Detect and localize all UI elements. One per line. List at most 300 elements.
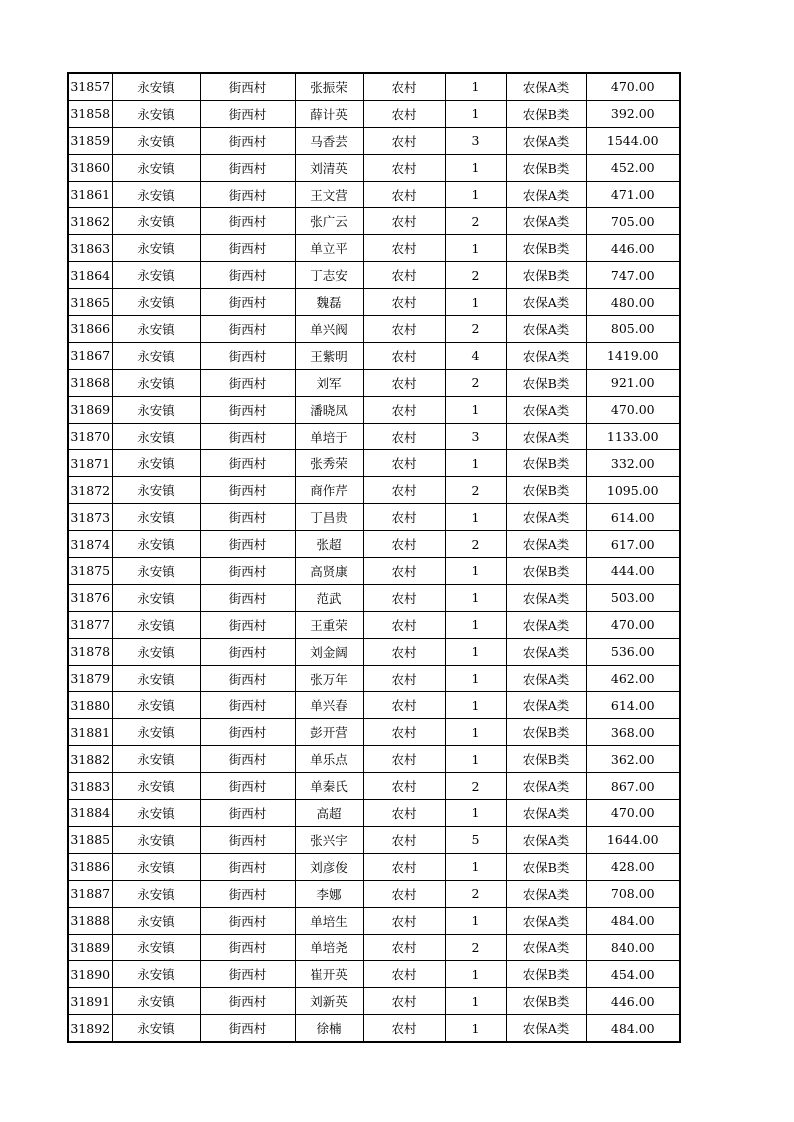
town-cell: 永安镇 [112, 558, 200, 585]
insurance-class-cell: 农保A类 [506, 181, 586, 208]
amount-cell: 1544.00 [586, 127, 680, 154]
table-row [68, 450, 680, 477]
table-row [68, 611, 680, 638]
record-id-cell: 31873 [68, 504, 112, 531]
village-cell: 街西村 [200, 826, 295, 853]
town-cell: 永安镇 [112, 262, 200, 289]
name-cell: 张兴宇 [295, 826, 363, 853]
village-cell: 街西村 [200, 208, 295, 235]
household-size-cell: 1 [445, 1015, 506, 1042]
insurance-class-cell: 农保A类 [506, 531, 586, 558]
table-row [68, 477, 680, 504]
name-cell: 刘金阔 [295, 638, 363, 665]
village-cell: 街西村 [200, 369, 295, 396]
name-cell: 薛计英 [295, 100, 363, 127]
name-cell: 单兴阀 [295, 316, 363, 343]
table-row [68, 988, 680, 1015]
amount-cell: 805.00 [586, 316, 680, 343]
roster-table [67, 72, 681, 1043]
town-cell: 永安镇 [112, 988, 200, 1015]
name-cell: 王文营 [295, 181, 363, 208]
amount-cell: 484.00 [586, 907, 680, 934]
insurance-class-cell: 农保B类 [506, 477, 586, 504]
insurance-class-cell: 农保B类 [506, 746, 586, 773]
record-id-cell: 31882 [68, 746, 112, 773]
town-cell: 永安镇 [112, 961, 200, 988]
name-cell: 范武 [295, 584, 363, 611]
village-cell: 街西村 [200, 504, 295, 531]
area-type-cell: 农村 [363, 369, 445, 396]
household-size-cell: 1 [445, 746, 506, 773]
household-size-cell: 3 [445, 127, 506, 154]
table-row [68, 584, 680, 611]
area-type-cell: 农村 [363, 154, 445, 181]
household-size-cell: 2 [445, 208, 506, 235]
village-cell: 街西村 [200, 1015, 295, 1042]
amount-cell: 332.00 [586, 450, 680, 477]
insurance-class-cell: 农保A类 [506, 584, 586, 611]
record-id-cell: 31874 [68, 531, 112, 558]
amount-cell: 470.00 [586, 73, 680, 100]
area-type-cell: 农村 [363, 746, 445, 773]
amount-cell: 1133.00 [586, 423, 680, 450]
record-id-cell: 31867 [68, 342, 112, 369]
record-id-cell: 31892 [68, 1015, 112, 1042]
village-cell: 街西村 [200, 800, 295, 827]
insurance-class-cell: 农保B类 [506, 961, 586, 988]
insurance-class-cell: 农保B类 [506, 853, 586, 880]
household-size-cell: 4 [445, 342, 506, 369]
town-cell: 永安镇 [112, 73, 200, 100]
household-size-cell: 1 [445, 611, 506, 638]
table-row [68, 853, 680, 880]
amount-cell: 614.00 [586, 692, 680, 719]
village-cell: 街西村 [200, 934, 295, 961]
town-cell: 永安镇 [112, 181, 200, 208]
area-type-cell: 农村 [363, 665, 445, 692]
area-type-cell: 农村 [363, 208, 445, 235]
area-type-cell: 农村 [363, 988, 445, 1015]
amount-cell: 446.00 [586, 235, 680, 262]
table-row [68, 235, 680, 262]
area-type-cell: 农村 [363, 880, 445, 907]
household-size-cell: 5 [445, 826, 506, 853]
household-size-cell: 2 [445, 773, 506, 800]
village-cell: 街西村 [200, 154, 295, 181]
town-cell: 永安镇 [112, 665, 200, 692]
household-size-cell: 1 [445, 235, 506, 262]
insurance-class-cell: 农保B类 [506, 558, 586, 585]
table-row [68, 773, 680, 800]
town-cell: 永安镇 [112, 638, 200, 665]
name-cell: 王紫明 [295, 342, 363, 369]
amount-cell: 446.00 [586, 988, 680, 1015]
record-id-cell: 31888 [68, 907, 112, 934]
insurance-class-cell: 农保B类 [506, 154, 586, 181]
town-cell: 永安镇 [112, 342, 200, 369]
insurance-class-cell: 农保A类 [506, 880, 586, 907]
village-cell: 街西村 [200, 289, 295, 316]
table-row [68, 316, 680, 343]
village-cell: 街西村 [200, 423, 295, 450]
record-id-cell: 31886 [68, 853, 112, 880]
record-id-cell: 31875 [68, 558, 112, 585]
table-row [68, 369, 680, 396]
record-id-cell: 31871 [68, 450, 112, 477]
area-type-cell: 农村 [363, 450, 445, 477]
table-row [68, 800, 680, 827]
area-type-cell: 农村 [363, 531, 445, 558]
town-cell: 永安镇 [112, 719, 200, 746]
record-id-cell: 31881 [68, 719, 112, 746]
town-cell: 永安镇 [112, 880, 200, 907]
household-size-cell: 1 [445, 638, 506, 665]
village-cell: 街西村 [200, 746, 295, 773]
town-cell: 永安镇 [112, 826, 200, 853]
town-cell: 永安镇 [112, 907, 200, 934]
village-cell: 街西村 [200, 907, 295, 934]
amount-cell: 470.00 [586, 611, 680, 638]
area-type-cell: 农村 [363, 558, 445, 585]
insurance-class-cell: 农保B类 [506, 369, 586, 396]
village-cell: 街西村 [200, 611, 295, 638]
area-type-cell: 农村 [363, 504, 445, 531]
household-size-cell: 2 [445, 531, 506, 558]
amount-cell: 536.00 [586, 638, 680, 665]
area-type-cell: 农村 [363, 961, 445, 988]
insurance-class-cell: 农保A类 [506, 73, 586, 100]
village-cell: 街西村 [200, 853, 295, 880]
household-size-cell: 2 [445, 369, 506, 396]
insurance-class-cell: 农保A类 [506, 396, 586, 423]
insurance-class-cell: 农保A类 [506, 826, 586, 853]
roster-body [68, 73, 680, 1042]
insurance-class-cell: 农保A类 [506, 423, 586, 450]
village-cell: 街西村 [200, 961, 295, 988]
area-type-cell: 农村 [363, 719, 445, 746]
village-cell: 街西村 [200, 638, 295, 665]
record-id-cell: 31890 [68, 961, 112, 988]
household-size-cell: 1 [445, 692, 506, 719]
record-id-cell: 31868 [68, 369, 112, 396]
name-cell: 单秦氏 [295, 773, 363, 800]
household-size-cell: 1 [445, 154, 506, 181]
area-type-cell: 农村 [363, 853, 445, 880]
household-size-cell: 1 [445, 665, 506, 692]
town-cell: 永安镇 [112, 692, 200, 719]
name-cell: 王重荣 [295, 611, 363, 638]
record-id-cell: 31864 [68, 262, 112, 289]
insurance-class-cell: 农保B类 [506, 719, 586, 746]
amount-cell: 392.00 [586, 100, 680, 127]
town-cell: 永安镇 [112, 289, 200, 316]
table-row [68, 262, 680, 289]
household-size-cell: 1 [445, 73, 506, 100]
table-row [68, 907, 680, 934]
household-size-cell: 1 [445, 961, 506, 988]
name-cell: 彭开营 [295, 719, 363, 746]
household-size-cell: 1 [445, 504, 506, 531]
name-cell: 刘彦俊 [295, 853, 363, 880]
amount-cell: 362.00 [586, 746, 680, 773]
name-cell: 单立平 [295, 235, 363, 262]
town-cell: 永安镇 [112, 100, 200, 127]
household-size-cell: 1 [445, 396, 506, 423]
area-type-cell: 农村 [363, 127, 445, 154]
name-cell: 张广云 [295, 208, 363, 235]
amount-cell: 471.00 [586, 181, 680, 208]
area-type-cell: 农村 [363, 73, 445, 100]
village-cell: 街西村 [200, 665, 295, 692]
town-cell: 永安镇 [112, 235, 200, 262]
record-id-cell: 31859 [68, 127, 112, 154]
village-cell: 街西村 [200, 558, 295, 585]
record-id-cell: 31865 [68, 289, 112, 316]
amount-cell: 503.00 [586, 584, 680, 611]
table-row [68, 504, 680, 531]
area-type-cell: 农村 [363, 342, 445, 369]
name-cell: 李娜 [295, 880, 363, 907]
insurance-class-cell: 农保B类 [506, 988, 586, 1015]
area-type-cell: 农村 [363, 934, 445, 961]
area-type-cell: 农村 [363, 1015, 445, 1042]
table-row [68, 558, 680, 585]
table-row [68, 154, 680, 181]
record-id-cell: 31885 [68, 826, 112, 853]
household-size-cell: 1 [445, 584, 506, 611]
table-row [68, 692, 680, 719]
village-cell: 街西村 [200, 396, 295, 423]
amount-cell: 617.00 [586, 531, 680, 558]
insurance-class-cell: 农保A类 [506, 773, 586, 800]
amount-cell: 1419.00 [586, 342, 680, 369]
area-type-cell: 农村 [363, 773, 445, 800]
record-id-cell: 31860 [68, 154, 112, 181]
record-id-cell: 31861 [68, 181, 112, 208]
village-cell: 街西村 [200, 100, 295, 127]
town-cell: 永安镇 [112, 316, 200, 343]
name-cell: 崔开英 [295, 961, 363, 988]
insurance-class-cell: 农保B类 [506, 100, 586, 127]
town-cell: 永安镇 [112, 853, 200, 880]
town-cell: 永安镇 [112, 611, 200, 638]
area-type-cell: 农村 [363, 396, 445, 423]
town-cell: 永安镇 [112, 531, 200, 558]
name-cell: 徐楠 [295, 1015, 363, 1042]
table-row [68, 880, 680, 907]
record-id-cell: 31857 [68, 73, 112, 100]
insurance-class-cell: 农保A类 [506, 504, 586, 531]
village-cell: 街西村 [200, 450, 295, 477]
town-cell: 永安镇 [112, 369, 200, 396]
household-size-cell: 2 [445, 934, 506, 961]
village-cell: 街西村 [200, 477, 295, 504]
insurance-class-cell: 农保A类 [506, 1015, 586, 1042]
table-row [68, 665, 680, 692]
amount-cell: 444.00 [586, 558, 680, 585]
household-size-cell: 1 [445, 289, 506, 316]
name-cell: 刘清英 [295, 154, 363, 181]
insurance-class-cell: 农保A类 [506, 692, 586, 719]
name-cell: 丁志安 [295, 262, 363, 289]
record-id-cell: 31863 [68, 235, 112, 262]
table-row [68, 826, 680, 853]
record-id-cell: 31887 [68, 880, 112, 907]
insurance-class-cell: 农保A类 [506, 638, 586, 665]
household-size-cell: 1 [445, 181, 506, 208]
household-size-cell: 2 [445, 880, 506, 907]
household-size-cell: 1 [445, 988, 506, 1015]
insurance-class-cell: 农保A类 [506, 907, 586, 934]
town-cell: 永安镇 [112, 934, 200, 961]
name-cell: 张超 [295, 531, 363, 558]
village-cell: 街西村 [200, 719, 295, 746]
area-type-cell: 农村 [363, 692, 445, 719]
village-cell: 街西村 [200, 181, 295, 208]
insurance-class-cell: 农保A类 [506, 316, 586, 343]
area-type-cell: 农村 [363, 611, 445, 638]
area-type-cell: 农村 [363, 262, 445, 289]
name-cell: 刘新英 [295, 988, 363, 1015]
name-cell: 单培生 [295, 907, 363, 934]
village-cell: 街西村 [200, 531, 295, 558]
village-cell: 街西村 [200, 235, 295, 262]
household-size-cell: 2 [445, 262, 506, 289]
amount-cell: 867.00 [586, 773, 680, 800]
amount-cell: 452.00 [586, 154, 680, 181]
table-row [68, 396, 680, 423]
record-id-cell: 31891 [68, 988, 112, 1015]
household-size-cell: 2 [445, 477, 506, 504]
table-row [68, 934, 680, 961]
table-row [68, 289, 680, 316]
area-type-cell: 农村 [363, 907, 445, 934]
area-type-cell: 农村 [363, 638, 445, 665]
record-id-cell: 31869 [68, 396, 112, 423]
town-cell: 永安镇 [112, 450, 200, 477]
amount-cell: 840.00 [586, 934, 680, 961]
amount-cell: 614.00 [586, 504, 680, 531]
amount-cell: 454.00 [586, 961, 680, 988]
amount-cell: 1095.00 [586, 477, 680, 504]
name-cell: 刘军 [295, 369, 363, 396]
table-row [68, 423, 680, 450]
name-cell: 商作芹 [295, 477, 363, 504]
town-cell: 永安镇 [112, 208, 200, 235]
name-cell: 张振荣 [295, 73, 363, 100]
village-cell: 街西村 [200, 584, 295, 611]
amount-cell: 747.00 [586, 262, 680, 289]
amount-cell: 470.00 [586, 396, 680, 423]
amount-cell: 470.00 [586, 800, 680, 827]
record-id-cell: 31884 [68, 800, 112, 827]
village-cell: 街西村 [200, 316, 295, 343]
insurance-class-cell: 农保A类 [506, 611, 586, 638]
town-cell: 永安镇 [112, 1015, 200, 1042]
town-cell: 永安镇 [112, 773, 200, 800]
area-type-cell: 农村 [363, 316, 445, 343]
area-type-cell: 农村 [363, 100, 445, 127]
town-cell: 永安镇 [112, 504, 200, 531]
name-cell: 高贤康 [295, 558, 363, 585]
insurance-class-cell: 农保A类 [506, 208, 586, 235]
area-type-cell: 农村 [363, 423, 445, 450]
name-cell: 单兴春 [295, 692, 363, 719]
amount-cell: 921.00 [586, 369, 680, 396]
name-cell: 张秀荣 [295, 450, 363, 477]
area-type-cell: 农村 [363, 826, 445, 853]
name-cell: 单乐点 [295, 746, 363, 773]
amount-cell: 1644.00 [586, 826, 680, 853]
table-row [68, 531, 680, 558]
village-cell: 街西村 [200, 73, 295, 100]
record-id-cell: 31862 [68, 208, 112, 235]
name-cell: 马香芸 [295, 127, 363, 154]
table-row [68, 638, 680, 665]
record-id-cell: 31858 [68, 100, 112, 127]
insurance-class-cell: 农保A类 [506, 934, 586, 961]
insurance-class-cell: 农保B类 [506, 450, 586, 477]
area-type-cell: 农村 [363, 800, 445, 827]
name-cell: 魏磊 [295, 289, 363, 316]
household-size-cell: 1 [445, 719, 506, 746]
village-cell: 街西村 [200, 262, 295, 289]
village-cell: 街西村 [200, 127, 295, 154]
town-cell: 永安镇 [112, 154, 200, 181]
record-id-cell: 31876 [68, 584, 112, 611]
area-type-cell: 农村 [363, 477, 445, 504]
amount-cell: 368.00 [586, 719, 680, 746]
household-size-cell: 1 [445, 853, 506, 880]
village-cell: 街西村 [200, 880, 295, 907]
town-cell: 永安镇 [112, 584, 200, 611]
insurance-class-cell: 农保A类 [506, 127, 586, 154]
household-size-cell: 3 [445, 423, 506, 450]
village-cell: 街西村 [200, 342, 295, 369]
town-cell: 永安镇 [112, 127, 200, 154]
insurance-class-cell: 农保A类 [506, 800, 586, 827]
area-type-cell: 农村 [363, 235, 445, 262]
village-cell: 街西村 [200, 692, 295, 719]
household-size-cell: 1 [445, 100, 506, 127]
household-size-cell: 2 [445, 316, 506, 343]
insurance-class-cell: 农保A类 [506, 342, 586, 369]
table-row [68, 719, 680, 746]
table-row [68, 342, 680, 369]
table-row [68, 73, 680, 100]
area-type-cell: 农村 [363, 289, 445, 316]
record-id-cell: 31880 [68, 692, 112, 719]
name-cell: 单培尧 [295, 934, 363, 961]
name-cell: 丁昌贵 [295, 504, 363, 531]
amount-cell: 480.00 [586, 289, 680, 316]
table-row [68, 208, 680, 235]
town-cell: 永安镇 [112, 800, 200, 827]
record-id-cell: 31879 [68, 665, 112, 692]
insurance-class-cell: 农保A类 [506, 665, 586, 692]
record-id-cell: 31878 [68, 638, 112, 665]
record-id-cell: 31872 [68, 477, 112, 504]
amount-cell: 705.00 [586, 208, 680, 235]
area-type-cell: 农村 [363, 181, 445, 208]
household-size-cell: 1 [445, 800, 506, 827]
town-cell: 永安镇 [112, 423, 200, 450]
table-row [68, 746, 680, 773]
household-size-cell: 1 [445, 558, 506, 585]
name-cell: 张万年 [295, 665, 363, 692]
village-cell: 街西村 [200, 988, 295, 1015]
table-row [68, 127, 680, 154]
